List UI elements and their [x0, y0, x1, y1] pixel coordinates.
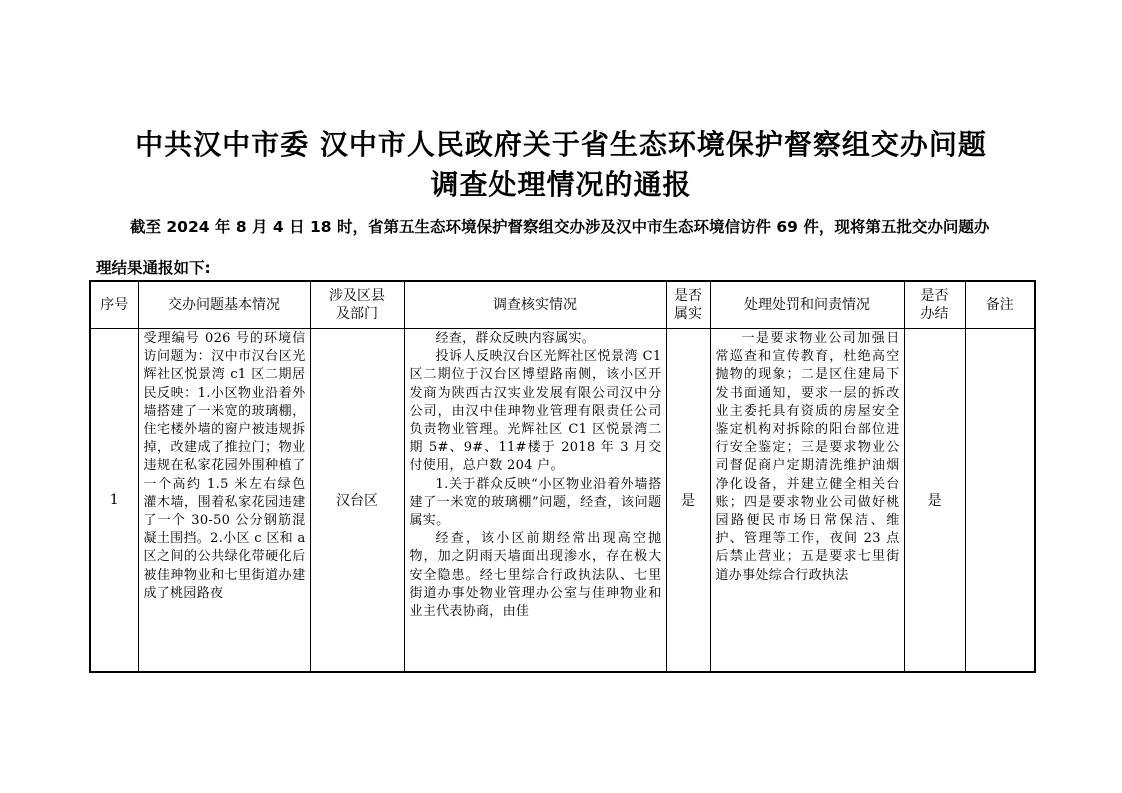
header-handling: 处理处罚和问责情况: [710, 281, 904, 329]
header-closed: [904, 281, 965, 329]
report-table: [89, 280, 1036, 673]
intro-text-line-2: 理结果通报如下:: [96, 259, 211, 277]
cell-verified: 是: [666, 329, 710, 673]
cell-no: 1: [90, 329, 138, 673]
cell-remark: [965, 329, 1035, 673]
document-title-line-2: 调查处理情况的通报: [430, 168, 692, 201]
header-district-line-1: 涉及区县: [329, 288, 385, 304]
investigation-paragraph: 经查，群众反映内容属实。: [435, 331, 596, 346]
investigation-paragraph: 1.关于群众反映“小区物业沿着外墙搭建了一米宽的玻璃棚”问题，经查，该问题属实。: [409, 476, 662, 529]
header-district: [310, 281, 404, 329]
header-verified: [666, 281, 710, 329]
header-closed-line-1: 是否: [920, 288, 949, 304]
table-row: [90, 329, 1035, 673]
table-header-row: [90, 281, 1035, 329]
investigation-paragraph: 投诉人反映汉台区光辉社区悦景湾 C1 区二期位于汉台区博望路南侧，该小区开发商为陕西古汉实业发展有限公司汉中分公司，由汉中佳珅物业管理有限责任公司负责物业管理。光辉社区 C1 区悦景湾二期 5#、9#、11#楼于 2018 年 3 月交付使用，总户数 204 户。: [409, 349, 662, 474]
cell-investigation: [404, 329, 666, 673]
document-title-line-1: 中共汉中市委 汉中市人民政府关于省生态环境保护督察组交办问题: [135, 128, 987, 161]
cell-district: 汉台区: [310, 329, 404, 673]
cell-handling: [710, 329, 904, 673]
investigation-paragraph: 经查，该小区前期经常出现高空抛物，加之阴雨天墙面出现渗水，存在极大安全隐患。经七里综合行政执法队、七里街道办事处物业管理办公室与佳珅物业和业主代表协商，由佳: [409, 531, 662, 620]
header-issue: 交办问题基本情况: [138, 281, 310, 329]
header-no: 序号: [90, 281, 138, 329]
header-closed-line-2: 办结: [920, 306, 949, 322]
issue-text: 受理编号 026 号的环境信访问题为：汉中市汉台区光辉社区悦景湾 c1 区二期居民反映：1.小区物业沿着外墙搭建了一米宽的玻璃棚，住宅楼外墙的窗户被违规拆掉，改建成了推拉门；物业违规在私家花园外围种植了一个高约 1.5 米左右绿色灌木墙，围着私家花园违建了一个 30-50 公分钢筋混凝土围挡。2.小区 c 区和 a 区之间的公共绿化带硬化后被佳珅物业和七里街道办建成了桃园路夜: [143, 331, 306, 601]
header-remark: 备注: [965, 281, 1035, 329]
cell-issue: [138, 329, 310, 673]
handling-text: 一是要求物业公司加强日常巡查和宣传教育，杜绝高空抛物的现象；二是区住建局下发书面通知，要求一层的拆改业主委托具有资质的房屋安全鉴定机构对拆除的阳台部位进行安全鉴定；三是要求物业公司督促商户定期清洗维护油烟净化设备，并建立健全相关台账；四是要求物业公司做好桃园路便民市场日常保洁、维护、管理等工作，夜间 23 点后禁止营业；五是要求七里街道办事处综合行政执法: [715, 331, 900, 583]
cell-closed: 是: [904, 329, 965, 673]
intro-text-line-1: 截至 2024 年 8 月 4 日 18 时，省第五生态环境保护督察组交办涉及汉中市生态环境信访件 69 件，现将第五批交办问题办: [130, 218, 990, 236]
header-verified-line-2: 属实: [674, 306, 702, 322]
header-district-line-2: 及部门: [336, 306, 378, 322]
header-verified-line-1: 是否: [674, 288, 702, 304]
header-investigation: 调查核实情况: [404, 281, 666, 329]
